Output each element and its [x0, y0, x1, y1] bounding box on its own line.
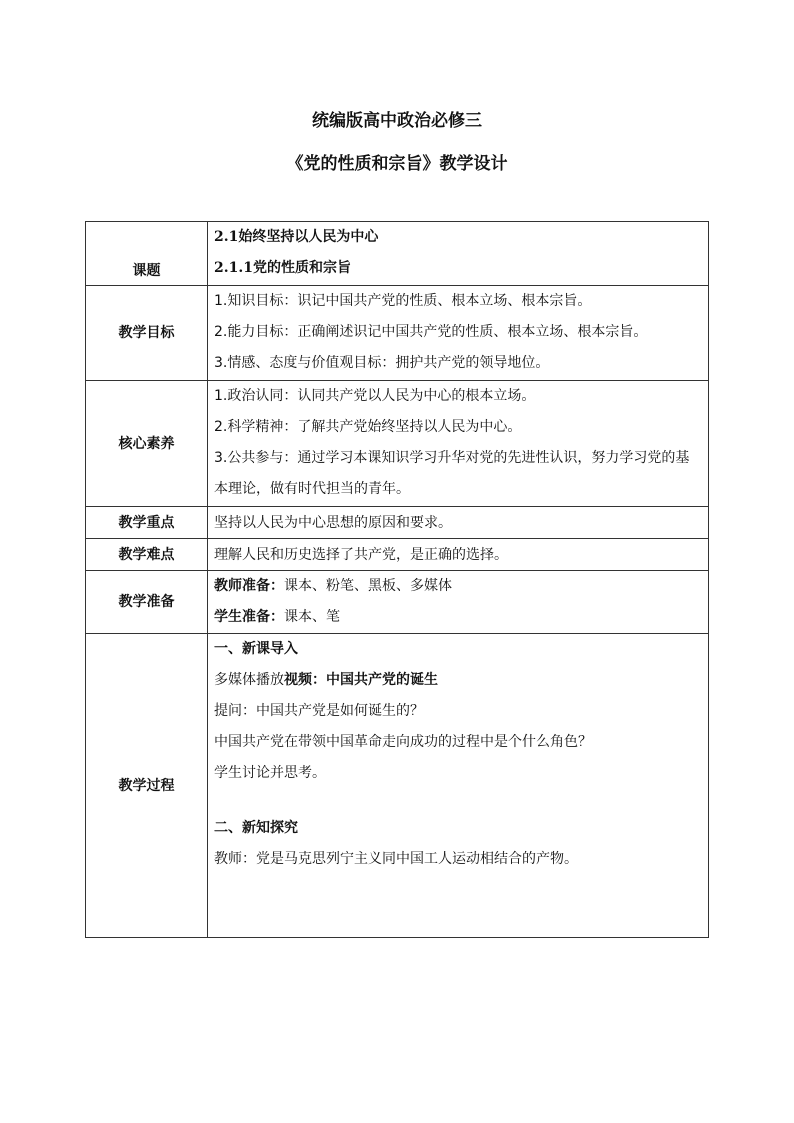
row-label-difficulties: 教学难点 — [86, 539, 208, 571]
process-media-prefix: 多媒体播放 — [214, 672, 284, 688]
row-label-objectives: 教学目标 — [86, 286, 208, 381]
table-row-literacy — [86, 381, 709, 507]
process-media-title: 视频：中国共产党的诞生 — [284, 672, 438, 688]
objective-line-3: 3.情感、态度与价值观目标：拥护共产党的领导地位。 — [214, 355, 550, 371]
table-row-process — [86, 634, 709, 938]
document-subtitle: 《党的性质和宗旨》教学设计 — [286, 154, 508, 174]
teacher-preparation-text: 课本、粉笔、黑板、多媒体 — [284, 578, 452, 594]
student-preparation — [214, 602, 702, 633]
table-row-objectives — [86, 286, 709, 381]
teacher-preparation — [214, 571, 702, 602]
row-label-process: 教学过程 — [86, 634, 208, 938]
table-row-key-points — [86, 507, 709, 539]
row-label-topic: 课题 — [86, 222, 208, 286]
objective-line-2: 2.能力目标：正确阐述识记中国共产党的性质、根本立场、根本宗旨。 — [214, 324, 648, 340]
student-preparation-text: 课本、笔 — [284, 609, 340, 625]
process-section2-heading: 二、新知探究 — [214, 820, 298, 836]
process-question-2: 中国共产党在带领中国革命走向成功的过程中是个什么角色？ — [214, 734, 592, 750]
literacy-line-3: 3.公共参与：通过学习本课知识学习升华对党的先进性认识，努力学习党的基本理论，做有时代担当的青年。 — [214, 450, 690, 497]
literacy-line-1: 1.政治认同：认同共产党以人民为中心的根本立场。 — [214, 388, 536, 404]
process-discussion: 学生讨论并思考。 — [214, 765, 326, 781]
row-content-difficulties: 理解人民和历史选择了共产党，是正确的选择。 — [208, 539, 709, 571]
process-media — [214, 665, 702, 696]
document-title: 统编版高中政治必修三 — [312, 111, 482, 131]
literacy-line-2: 2.科学精神：了解共产党始终坚持以人民为中心。 — [214, 419, 522, 435]
objective-line-1: 1.知识目标：识记中国共产党的性质、根本立场、根本宗旨。 — [214, 293, 592, 309]
row-content-preparation — [208, 571, 709, 634]
row-label-preparation: 教学准备 — [86, 571, 208, 634]
topic-line-1: 2.1始终坚持以人民为中心 — [214, 229, 379, 245]
row-content-literacy — [208, 381, 709, 507]
process-section1-heading: 一、新课导入 — [214, 641, 298, 657]
row-content-topic — [208, 222, 709, 286]
teacher-preparation-label: 教师准备： — [214, 578, 284, 594]
table-row-difficulties — [86, 539, 709, 571]
table-row-preparation — [86, 571, 709, 634]
lesson-plan-table — [85, 221, 709, 938]
student-preparation-label: 学生准备： — [214, 609, 284, 625]
row-label-key-points: 教学重点 — [86, 507, 208, 539]
row-content-process — [208, 634, 709, 938]
table-row-topic — [86, 222, 709, 286]
row-content-objectives — [208, 286, 709, 381]
row-content-key-points: 坚持以人民为中心思想的原因和要求。 — [208, 507, 709, 539]
process-question-1: 提问：中国共产党是如何诞生的？ — [214, 703, 424, 719]
row-label-literacy: 核心素养 — [86, 381, 208, 507]
topic-line-2: 2.1.1党的性质和宗旨 — [214, 260, 351, 276]
process-teacher-statement: 教师：党是马克思列宁主义同中国工人运动相结合的产物。 — [214, 851, 578, 867]
